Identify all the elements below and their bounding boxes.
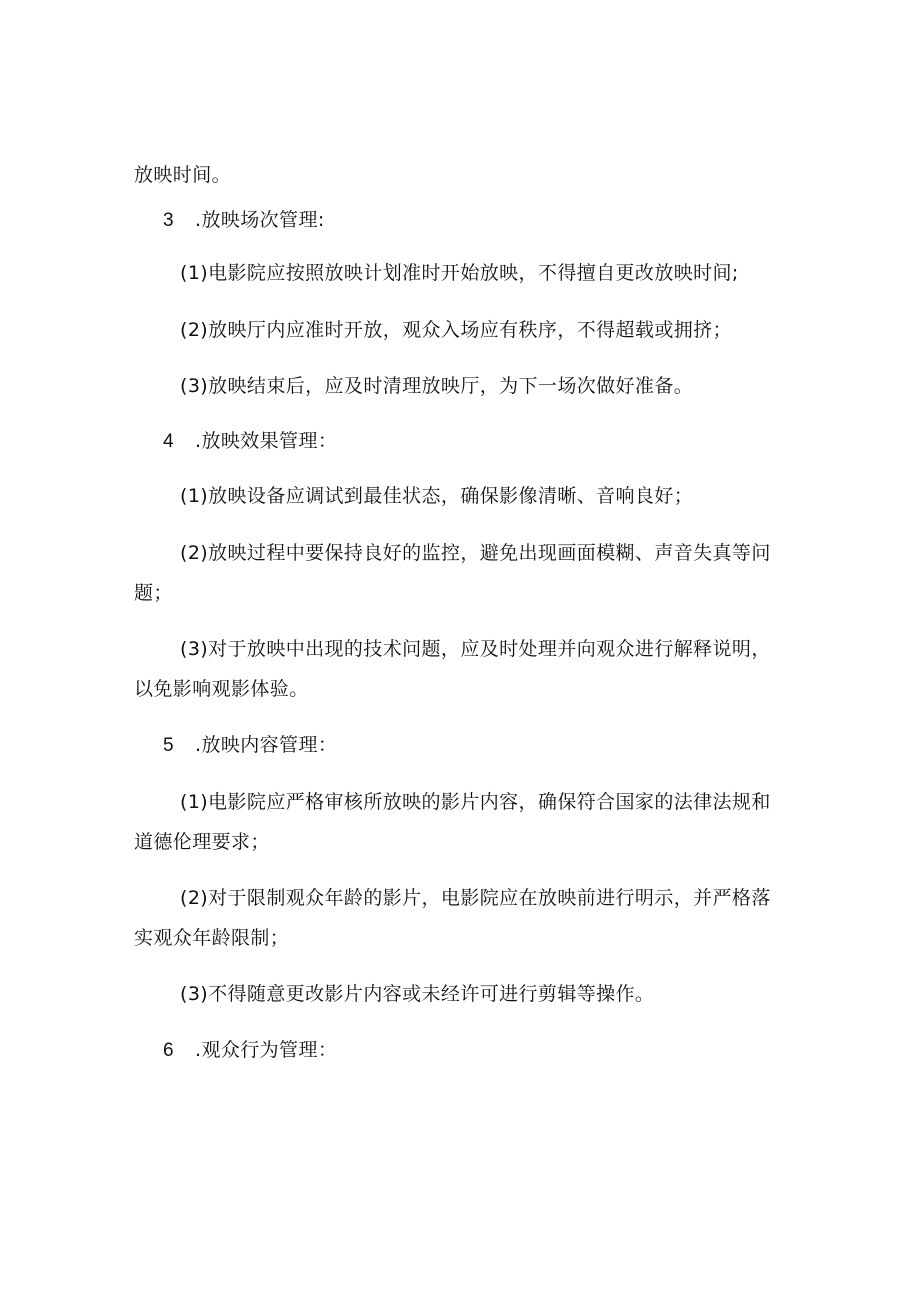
list-item: (3)放映结束后，应及时清理放映厅，为下一场次做好准备。 [180, 375, 694, 397]
section-title: .观众行为管理： [195, 1039, 338, 1061]
section-title: .放映内容管理： [195, 734, 338, 756]
list-item: (2)放映厅内应准时开放，观众入场应有秩序，不得超载或拥挤； [180, 319, 732, 341]
section-heading-6 [163, 1038, 337, 1063]
list-item-continuation: 道德伦理要求； [134, 831, 270, 853]
list-item: (2)放映过程中要保持良好的监控，避免出现画面模糊、声音失真等问 [180, 542, 771, 564]
section-title: .放映场次管理: [195, 209, 325, 231]
list-item: (1)电影院应按照放映计划准时开始放映，不得擅自更改放映时间; [180, 262, 739, 284]
list-item-continuation: 实观众年龄限制； [134, 927, 290, 949]
list-item: (3)不得随意更改影片内容或未经许可进行剪辑等操作。 [180, 983, 655, 1005]
list-item: (2)对于限制观众年龄的影片，电影院应在放映前进行明示，并严格落 [180, 887, 771, 909]
section-number: 3 [163, 210, 174, 231]
section-heading-3 [163, 208, 325, 233]
list-item-continuation: 题； [134, 582, 173, 604]
section-number: 5 [163, 735, 174, 756]
section-number: 4 [163, 431, 174, 452]
list-item: (1)电影院应严格审核所放映的影片内容，确保符合国家的法律法规和 [180, 791, 771, 813]
list-item: (1)放映设备应调试到最佳状态，确保影像清晰、音响良好； [180, 485, 694, 507]
section-heading-5 [163, 733, 337, 758]
continuation-text: 放映时间。 [134, 164, 232, 186]
section-title: .放映效果管理： [195, 430, 338, 452]
list-item-continuation: 以免影响观影体验。 [134, 678, 309, 700]
section-number: 6 [163, 1040, 174, 1061]
section-heading-4 [163, 429, 337, 454]
list-item: (3)对于放映中出现的技术问题，应及时处理并向观众进行解释说明， [180, 638, 771, 660]
